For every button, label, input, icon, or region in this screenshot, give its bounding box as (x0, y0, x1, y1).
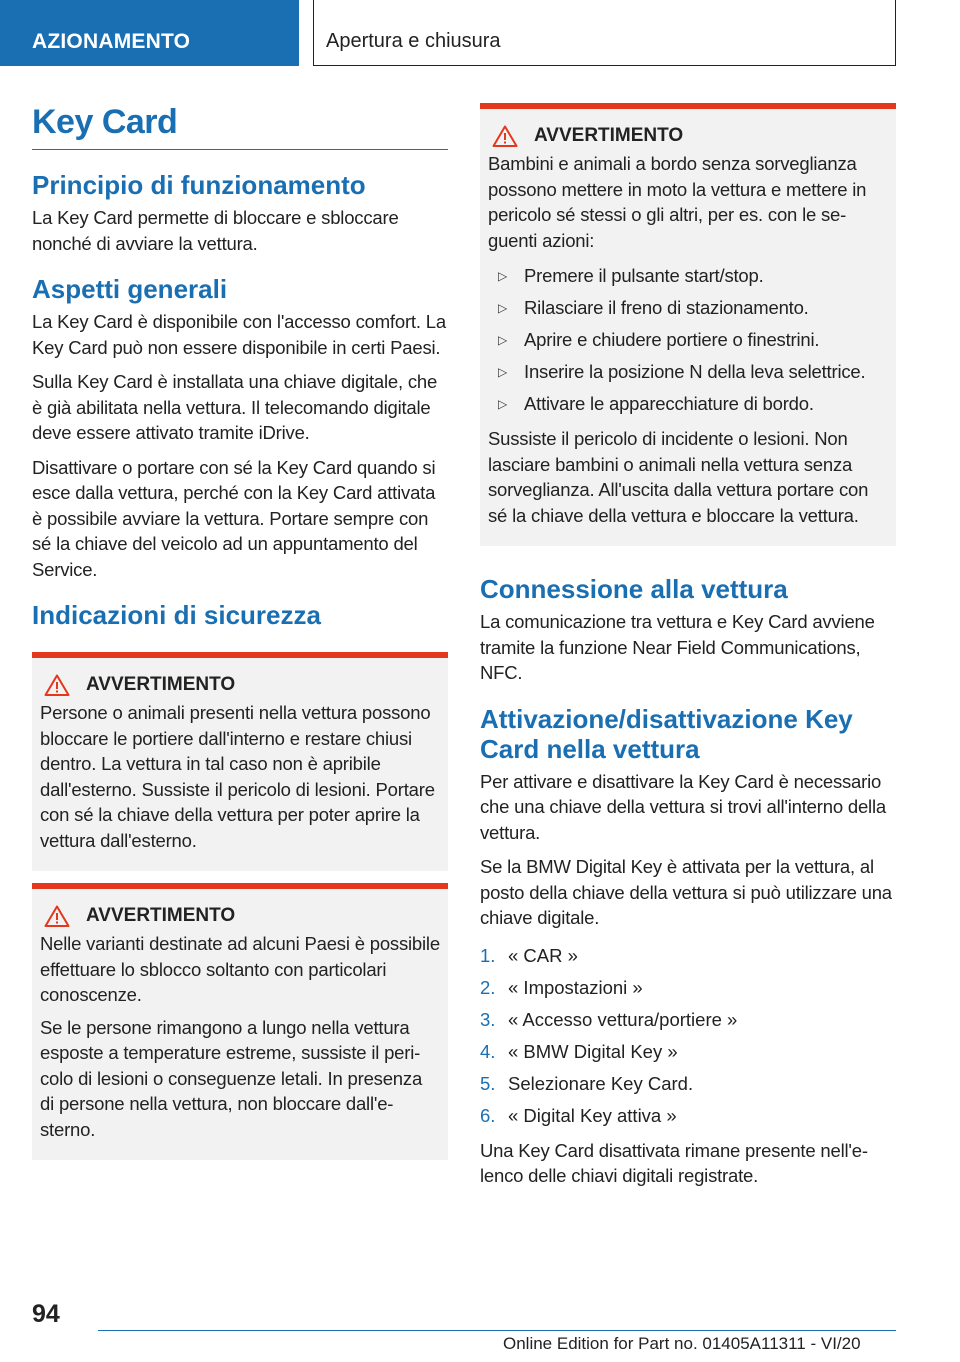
step-text: Selezionare Key Card. (508, 1072, 694, 1094)
list-item-text: Attivare le apparecchiature di bordo. (524, 393, 814, 414)
list-item (488, 388, 888, 420)
warning-title (40, 674, 440, 696)
list-item (488, 324, 888, 356)
warning-triangle-icon (44, 905, 70, 927)
paragraph: Per attivare e disattivare la Key Card è necessario che una chiave della vettura si trovi all'interno della vettura. (480, 770, 886, 843)
triangle-right-icon: ▷ (498, 333, 508, 347)
heading-attivazione: Attivazione/disattivazione Key Card nella vettura (480, 703, 853, 764)
page-header (0, 0, 960, 66)
heading-sicurezza: Indicazioni di sicurezza (32, 600, 321, 630)
step-text: « CAR » (508, 944, 578, 966)
warning-box (480, 103, 896, 546)
paragraph: La comunicazione tra vettura e Key Card avviene tramite la funzione Near Field Communications, NFC. (480, 611, 875, 683)
list-item-text: Inserire la posizione N della leva selettrice. (524, 361, 866, 382)
warning-text: Nelle varianti destinate ad alcuni Paesi è possibile effettuare lo sblocco soltanto con particolari conoscenze. (40, 933, 440, 1005)
numbered-list (480, 940, 896, 1132)
footer-divider (98, 1330, 896, 1331)
warning-text: Sussiste il pericolo di incidente o lesioni. Non lasciare bambini o animali nella vettura senza sorveglianza. All'uscita dalla vettura portare con sé la chiave della vettura e bloccare la vettura. (488, 428, 869, 526)
section-aspetti (32, 274, 448, 582)
list-item (480, 1036, 896, 1068)
warning-text: Bambini e animali a bordo senza sorveglianza possono mettere in moto la vettura e mettere in pericolo sé stessi o gli altri, per es. con le seguenti azioni: (488, 153, 867, 251)
step-text: « Impostazioni » (508, 976, 643, 998)
heading-connessione: Connessione alla vettura (480, 574, 788, 604)
list-item-text: Aprire e chiudere portiere o finestrini. (524, 329, 820, 350)
left-column (32, 100, 448, 1172)
list-item (488, 292, 888, 324)
list-item-text: Rilasciare il freno di stazionamento. (524, 297, 809, 318)
step-text: « BMW Digital Key » (508, 1040, 678, 1062)
step-text: « Digital Key attiva » (508, 1104, 677, 1126)
paragraph: Una Key Card disattivata rimane presente nell'elenco delle chiavi digitali registrate. (480, 1139, 868, 1186)
bullet-list (488, 260, 888, 420)
section-tab: AZIONAMENTO (0, 0, 299, 66)
step-number: 2. (480, 976, 496, 998)
warning-title (40, 905, 440, 927)
list-item (480, 1004, 896, 1036)
paragraph: La Key Card è disponibile con l'accesso comfort. La Key Card può non essere disponibile in certi Paesi. (32, 311, 446, 358)
warning-triangle-icon (44, 674, 70, 696)
chapter-title: Apertura e chiusura (313, 0, 896, 66)
warning-triangle-icon (492, 125, 518, 147)
step-number: 1. (480, 944, 496, 966)
warning-box (32, 652, 448, 871)
warning-title-text: AVVERTIMENTO (86, 905, 236, 926)
edition-text: Online Edition for Part no. 01405A11311 - VI/20 (503, 1334, 861, 1353)
list-item (480, 1068, 896, 1100)
warning-text: Persone o animali presenti nella vettura possono bloccare le portiere dall'interno e restare chiusi dentro. La vettura in tal caso non è apribile dall'esterno. Sussiste il pericolo di lesioni. Portare con sé la chiave della vettura per poter aprire la vettura dall'esterno. (40, 702, 435, 851)
list-item (488, 260, 888, 292)
list-item (488, 356, 888, 388)
heading-aspetti: Aspetti generali (32, 274, 228, 304)
warning-box (32, 883, 448, 1160)
warning-title-text: AVVERTIMENTO (86, 674, 236, 695)
page-title: Key Card (32, 100, 448, 150)
triangle-right-icon: ▷ (498, 269, 508, 283)
list-item-text: Premere il pulsante start/stop. (524, 265, 764, 286)
triangle-right-icon: ▷ (498, 301, 508, 315)
warning-title-text: AVVERTIMENTO (534, 125, 684, 146)
list-item (480, 1100, 896, 1132)
step-number: 4. (480, 1040, 496, 1062)
step-number: 6. (480, 1104, 496, 1126)
paragraph: La Key Card permette di bloccare e sbloccare nonché di avviare la vettura. (32, 207, 399, 254)
heading-principio: Principio di funzionamento (32, 170, 366, 200)
triangle-right-icon: ▷ (498, 397, 508, 411)
list-item (480, 940, 896, 972)
paragraph: Disattivare o portare con sé la Key Card quando si esce dalla vettura, perché con la Key Card attivata è possibile avviare la vettura. Portare sempre con sé la chiave del veicolo ad un appuntamento del Service. (32, 456, 436, 580)
step-text: « Accesso vettura/portiere » (508, 1008, 738, 1030)
warning-title (488, 125, 888, 147)
section-attivazione (480, 704, 896, 1189)
section-principio (32, 170, 448, 256)
warning-text: Se le persone rimangono a lungo nella vettura esposte a temperature estreme, sussiste il pericolo di lesioni o conseguenze letali. In presenza di persone nella vettura, non bloccare dall'esterno. (40, 1016, 423, 1140)
list-item (480, 972, 896, 1004)
section-connessione (480, 574, 896, 686)
right-column (480, 103, 896, 1207)
page-number: 94 (32, 1300, 60, 1328)
paragraph: Se la BMW Digital Key è attivata per la vettura, al posto della chiave della vettura si può utilizzare una chiave digitale. (480, 856, 892, 928)
step-number: 3. (480, 1008, 496, 1030)
triangle-right-icon: ▷ (498, 365, 508, 379)
step-number: 5. (480, 1072, 496, 1094)
paragraph: Sulla Key Card è installata una chiave digitale, che è già abilitata nella vettura. Il telecomando digitale deve essere attivato tramite iDrive. (32, 371, 438, 443)
